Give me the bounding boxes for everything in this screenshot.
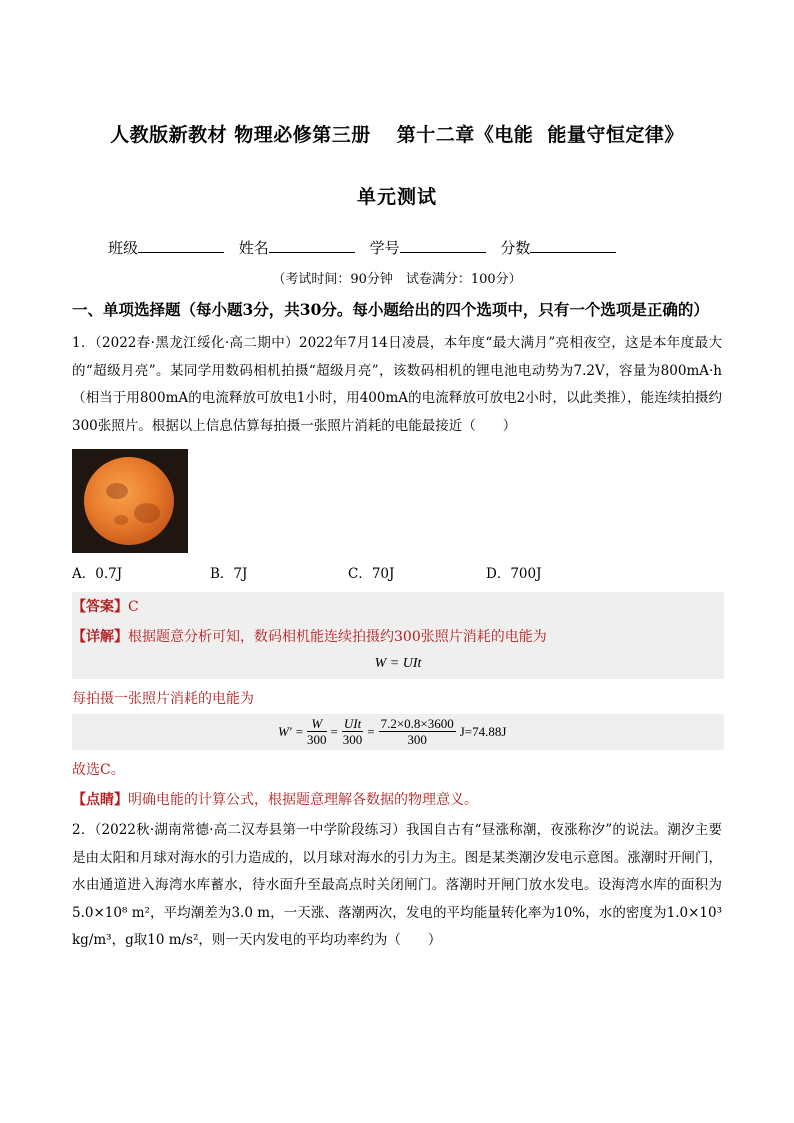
formula-energy: W = UIt	[374, 656, 422, 671]
option-c: C．70J	[348, 566, 395, 582]
detail-label: 【详解】	[72, 629, 128, 645]
detail-text: 根据题意分析可知，数码相机能连续拍摄约300张照片消耗的电能为	[128, 629, 547, 645]
option-a: A．0.7J	[72, 566, 123, 582]
name-field: 姓名	[239, 237, 355, 258]
formula-per-photo: W′ = $\frac{W}{300}$ = $\frac{\text{UIt}}{300}$ = $\frac{7.2\times 0.8\times 3600}{300}$ J=74.88J	[278, 716, 507, 747]
question-2-text: 2．（2022秋·湖南常德·高二汉寿县第一中学阶段练习）我国自古有“昼涨称潮，夜涨称汐”的说法。潮汐主要是由太阳和月球对海水的引力造成的，以月球对海水的引力为主。图是某类潮汐发电示意图。涨潮时开闸门，水由通道进入海湾水库蓄水，待水面升至最高点时关闭闸门。落潮时开闸门放水发电。设海湾水库的面积为5.0×10⁸ m²，平均潮差为3.0 m，一天涨、落潮两次，发电的平均能量转化率为10%，水的密度为1.0×10³ kg/m³，g取10 m/s²，则一天内发电的平均功率约为（ ）	[72, 822, 722, 948]
name-blank[interactable]	[269, 238, 355, 253]
option-b: B．7J	[210, 566, 248, 582]
answer-value: C	[128, 599, 139, 615]
explanation-line: 每拍摄一张照片消耗的电能为	[72, 691, 254, 707]
class-blank[interactable]	[138, 238, 224, 253]
answer-line	[72, 596, 139, 616]
id-blank[interactable]	[400, 238, 486, 253]
id-field: 学号	[370, 237, 486, 258]
option-d: D．700J	[486, 566, 542, 582]
title-part-chapter: 第十二章《电能	[396, 124, 534, 146]
answer-band	[72, 592, 724, 621]
point-text: 明确电能的计算公式，根据题意理解各数据的物理意义。	[128, 792, 478, 808]
exam-note: （考试时间：90分钟 试卷满分：100分）	[272, 272, 522, 287]
title-part-topic: 能量守恒定律》	[547, 124, 684, 146]
detail-line	[72, 626, 547, 646]
class-field: 班级	[108, 237, 224, 258]
result-line: 故选C。	[72, 762, 125, 778]
answer-label: 【答案】	[72, 599, 128, 615]
question-1-options	[72, 562, 624, 582]
point-label: 【点睛】	[72, 792, 128, 808]
moon-photo	[72, 449, 188, 553]
score-field: 分数	[500, 237, 616, 258]
student-info-row	[108, 237, 626, 258]
document-subtitle: 单元测试	[356, 186, 437, 208]
point-line	[72, 789, 478, 809]
document-title	[0, 120, 794, 147]
moon-image	[84, 457, 174, 545]
section-heading: 一、单项选择题（每小题3分，共30分。每小题给出的四个选项中，只有一个选项是正确的）	[72, 300, 709, 319]
question-1-text: 1．（2022春·黑龙江绥化·高二期中）2022年7月14日凌晨，本年度“最大满月”亮相夜空，这是本年度最大的“超级月亮”。某同学用数码相机拍摄“超级月亮”，该数码相机的锂电池电动势为7.2V，容量为800mA·h（相当于用800mA的电流释放可放电1小时，用400mA的电流释放可放电2小时，以此类推），能连续拍摄约300张照片。根据以上信息估算每拍摄一张照片消耗的电能最接近（ ）	[72, 335, 722, 434]
title-part-book: 人教版新教材 物理必修第三册	[110, 124, 371, 146]
score-blank[interactable]	[530, 238, 616, 253]
